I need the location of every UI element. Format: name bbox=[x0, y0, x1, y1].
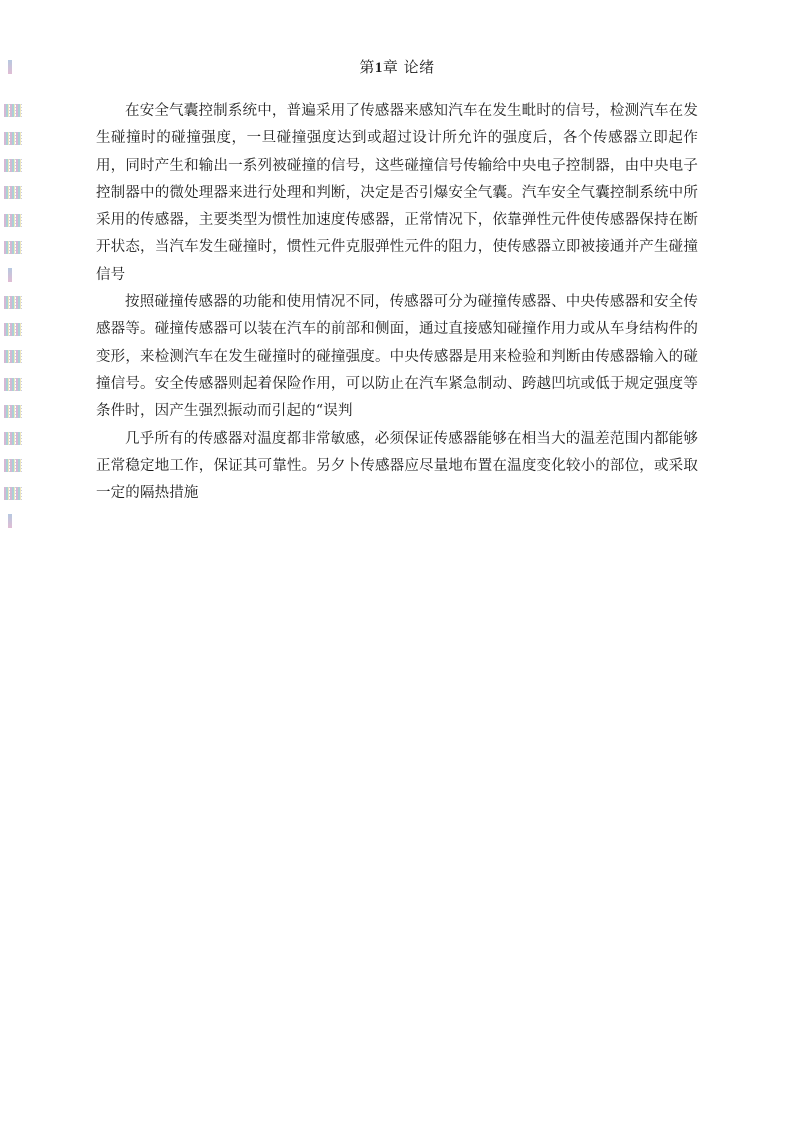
chapter-header bbox=[0, 56, 794, 77]
paragraph-3: 几乎所有的传感器对温度都非常敏感，必须保证传感器能够在相当大的温差范围内都能够正常稳定地工作，保证其可靠性。另夕卜传感器应尽量地布置在温度变化较小的部位，或采取一定的隔热措施 bbox=[96, 430, 698, 502]
chapter-title: 章 论绪 bbox=[382, 58, 435, 76]
margin-artifact bbox=[4, 323, 22, 336]
margin-artifact bbox=[4, 459, 22, 472]
margin-artifact bbox=[4, 132, 22, 145]
margin-artifact bbox=[4, 432, 22, 445]
margin-artifact bbox=[4, 378, 22, 391]
paragraph-1: 在安全气囊控制系统中，普遍采用了传感器来感知汽车在发生毗时的信号，检测汽车在发生碰撞时的碰撞强度，一旦碰撞强度达到或超过设计所允许的强度后，各个传感器立即起作用，同时产生和输出一系列被碰撞的信号，这些碰撞信号传输给中央电子控制器，由中央电子控制器中的微处理器来进行处理和判断，决定是否引爆安全气囊。汽车安全气囊控制系统中所采用的传感器，主要类型为惯性加速度传感器，正常情况下，依靠弹性元件使传感器保持在断开状态，当汽车发生碰撞时，惯性元件克服弹性元件的阻力，使传感器立即被接通并产生碰撞信号 bbox=[96, 103, 698, 283]
margin-artifact bbox=[4, 241, 22, 254]
margin-artifact bbox=[8, 514, 12, 528]
margin-artifact bbox=[4, 296, 22, 309]
scan-margin-artifacts bbox=[0, 0, 40, 1123]
margin-artifact bbox=[4, 104, 22, 117]
margin-artifact bbox=[8, 268, 12, 282]
margin-artifact bbox=[4, 487, 22, 500]
paragraph-2: 按照碰撞传感器的功能和使用情况不同，传感器可分为碰撞传感器、中央传感器和安全传感器等。碰撞传感器可以装在汽车的前部和侧面，通过直接感知碰撞作用力或从车身结构件的变形，来检测汽车在发生碰撞时的碰撞强度。中央传感器是用来检验和判断由传感器输入的碰撞信号。安全传感器则起着保险作用，可以防止在汽车紧急制动、跨越凹坑或低于规定强度等条件时，因产生强烈振动而引起的“误判 bbox=[96, 294, 698, 420]
margin-artifact bbox=[4, 214, 22, 227]
chapter-number: 1 bbox=[374, 60, 383, 76]
margin-artifact bbox=[4, 159, 22, 172]
chapter-prefix: 第 bbox=[359, 58, 375, 76]
margin-artifact bbox=[4, 405, 22, 418]
body-text bbox=[96, 98, 698, 507]
margin-artifact bbox=[4, 186, 22, 199]
margin-artifact bbox=[4, 350, 22, 363]
